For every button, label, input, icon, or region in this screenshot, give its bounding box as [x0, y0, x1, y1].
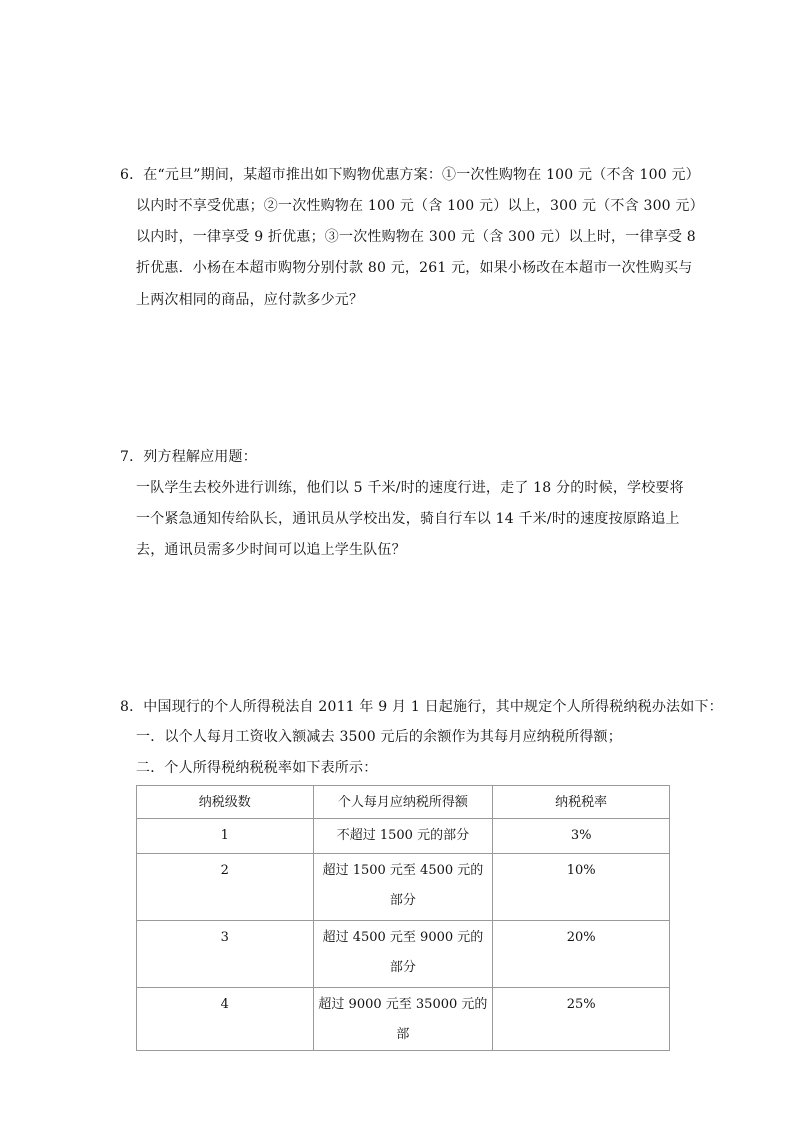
row-4-level: 4 — [220, 997, 229, 1012]
question-6-line-2: 以内时不享受优惠；②一次性购物在 100 元（含 100 元）以上，300 元（不含 300 元） — [136, 198, 704, 214]
question-6-line-3: 以内时，一律享受 9 折优惠；③一次性购物在 300 元（含 300 元）以上时，一律享受 8 — [136, 229, 696, 245]
table-cell — [493, 988, 670, 1051]
table-cell — [493, 921, 670, 988]
table-cell — [137, 988, 314, 1051]
header-tax-level: 纳税级数 — [198, 795, 251, 810]
tax-rate-table — [136, 785, 670, 1051]
question-8-line-1: 8．中国现行的个人所得税法自 2011 年 9 月 1 日起施行，其中规定个人所得税纳税办法如下： — [120, 699, 723, 715]
row-4-rate: 25% — [566, 997, 596, 1012]
question-7-line-1: 一队学生去校外进行训练，他们以 5 千米/时的速度行进，走了 18 分的时候，学校要将 — [136, 480, 684, 496]
table-cell — [313, 854, 493, 921]
row-3-rate: 20% — [566, 930, 596, 945]
row-1-rate: 3% — [570, 828, 592, 843]
table-row — [137, 988, 670, 1051]
table-cell — [137, 921, 314, 988]
table-header-cell — [137, 786, 314, 819]
table-cell — [313, 921, 493, 988]
row-4-income: 超过 9000 元至 35000 元的部 — [318, 997, 488, 1042]
table-cell — [313, 988, 493, 1051]
header-tax-rate: 纳税税率 — [555, 795, 608, 810]
table-cell — [137, 854, 314, 921]
question-7-heading: 7．列方程解应用题： — [120, 449, 257, 465]
table-header-cell — [313, 786, 493, 819]
row-3-level: 3 — [220, 930, 229, 945]
table-cell — [493, 819, 670, 854]
table-row — [137, 921, 670, 988]
table-cell — [493, 854, 670, 921]
table-header-cell — [493, 786, 670, 819]
row-1-level: 1 — [220, 828, 229, 843]
row-2-income: 超过 1500 元至 4500 元的部分 — [322, 863, 484, 908]
question-6-line-1: 6．在“元旦”期间，某超市推出如下购物优惠方案：①一次性购物在 100 元（不含 100 元） — [120, 167, 700, 183]
question-8-rule-1: 一．以个人每月工资收入额减去 3500 元后的余额作为其每月应纳税所得额； — [136, 729, 622, 745]
question-6-line-4: 折优惠．小杨在本超市购物分别付款 80 元，261 元，如果小杨改在本超市一次性购买与 — [136, 260, 693, 276]
question-8-rule-2: 二．个人所得税纳税税率如下表所示： — [136, 760, 378, 776]
question-7-line-3: 去，通讯员需多少时间可以追上学生队伍？ — [136, 542, 406, 558]
table-row — [137, 819, 670, 854]
table-cell — [137, 819, 314, 854]
row-3-income: 超过 4500 元至 9000 元的部分 — [322, 930, 484, 975]
row-2-rate: 10% — [566, 863, 596, 878]
question-6-line-5: 上两次相同的商品，应付款多少元？ — [136, 292, 364, 308]
row-2-level: 2 — [220, 863, 229, 878]
question-7-line-2: 一个紧急通知传给队长，通讯员从学校出发，骑自行车以 14 千米/时的速度按原路追上 — [136, 511, 680, 527]
table-header-row — [137, 786, 670, 819]
table-cell — [313, 819, 493, 854]
header-taxable-income: 个人每月应纳税所得额 — [337, 795, 468, 810]
row-1-income: 不超过 1500 元的部分 — [336, 828, 470, 843]
table-row — [137, 854, 670, 921]
